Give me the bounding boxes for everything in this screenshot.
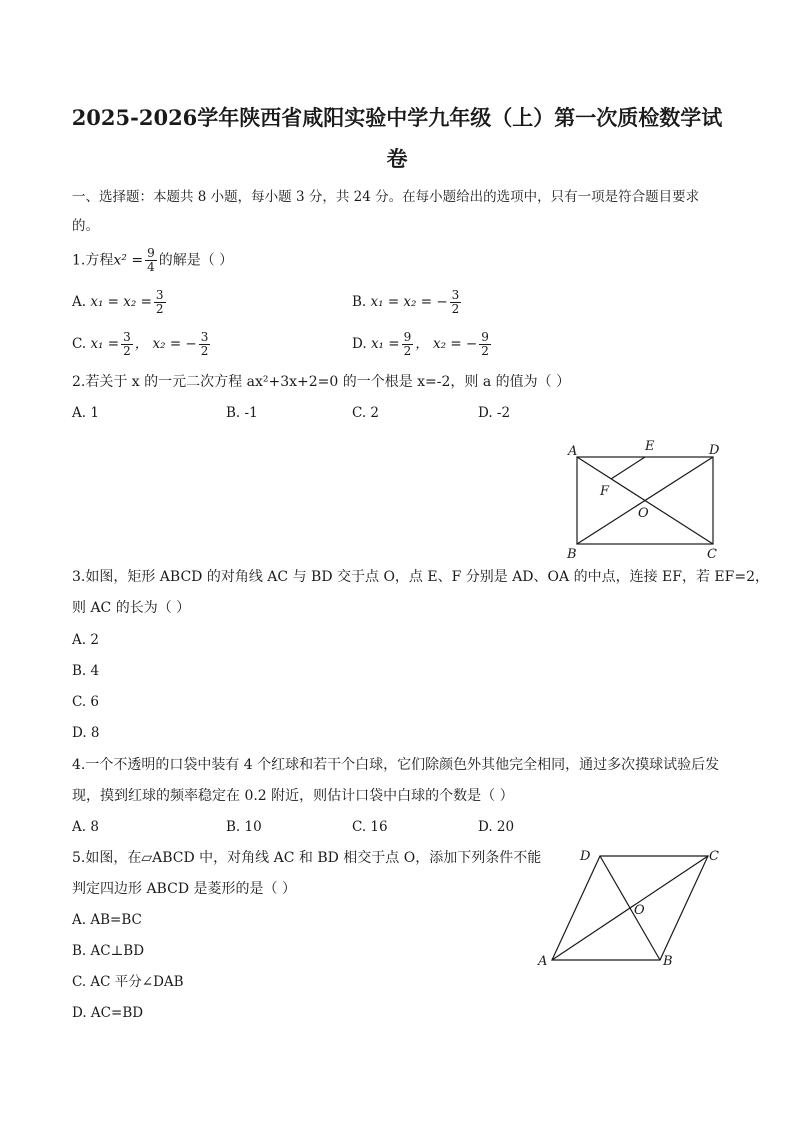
q1-option-b[interactable] (352, 289, 463, 316)
q1-frac-num: 9 (147, 246, 155, 260)
q2-option-c[interactable]: C. 2 (352, 405, 380, 421)
q1-a-num: 3 (155, 288, 164, 302)
q3-option-b[interactable]: B. 4 (72, 663, 100, 679)
q1-a-den: 2 (155, 302, 164, 316)
q1-frac-den: 4 (147, 260, 155, 274)
q1-option-d-frac1 (402, 331, 414, 358)
q1-option-c-expr1: x₁ = (90, 336, 120, 352)
q1-b-num: 3 (451, 288, 460, 302)
q1-c-den1: 2 (123, 344, 131, 358)
question-1-stem (72, 247, 233, 274)
parallelogram-figure (530, 842, 730, 972)
q1-option-a-label: A. (72, 294, 87, 310)
label-b: B (567, 547, 577, 562)
label-o: O (634, 903, 645, 918)
label-a: A (538, 954, 548, 969)
label-b: B (663, 954, 673, 969)
q1-option-a-frac (154, 289, 166, 316)
q3-option-c[interactable]: C. 6 (72, 694, 100, 710)
q1-fraction (145, 247, 157, 274)
q1-d-num1: 9 (403, 330, 412, 344)
page-title-line2: 卷 (386, 146, 408, 171)
q1-c-num1: 3 (123, 330, 131, 344)
q1-option-c-frac2 (199, 331, 211, 358)
q4-option-b[interactable]: B. 10 (226, 819, 262, 835)
q4-option-d[interactable]: D. 20 (478, 819, 515, 835)
q2-option-a[interactable]: A. 1 (72, 405, 99, 421)
q1-c-den2: 2 (200, 344, 209, 358)
q1-option-c[interactable] (72, 331, 212, 358)
q1-option-d-expr1: x₁ = (370, 336, 400, 352)
q3-option-a[interactable]: A. 2 (72, 632, 99, 648)
label-o: O (638, 506, 649, 521)
q1-b-den: 2 (451, 302, 460, 316)
q1-option-c-expr2: ， x₂ = − (134, 336, 197, 352)
q1-option-d-frac2 (479, 331, 491, 358)
question-4-line2: 现，摸到红球的频率稳定在 0.2 附近，则估计口袋中白球的个数是（ ） (72, 788, 514, 804)
q1-d-num2: 9 (481, 330, 489, 344)
q5-option-c[interactable]: C. AC 平分∠DAB (72, 974, 184, 990)
question-2-stem: 2.若关于 x 的一元二次方程 ax²+3x+2=0 的一个根是 x=-2，则 a 的值为（ ） (72, 374, 571, 390)
q1-option-a-expr: x₁ = x₂ = (90, 294, 152, 310)
q1-d-den2: 2 (481, 344, 489, 358)
q3-option-d[interactable]: D. 8 (72, 725, 100, 741)
question-4-line1: 4.一个不透明的口袋中装有 4 个红球和若干个白球，它们除颜色外其他完全相同，通过多次摸球试验后发 (72, 757, 720, 773)
q1-c-num2: 3 (200, 330, 209, 344)
q2-option-b[interactable]: B. -1 (226, 405, 258, 421)
q1-option-d-label: D. (352, 336, 367, 352)
q2-option-d[interactable]: D. -2 (478, 405, 511, 421)
diagonal-bd (600, 856, 660, 960)
label-c: C (707, 547, 717, 562)
label-c: C (709, 849, 719, 864)
q4-option-a[interactable]: A. 8 (72, 819, 99, 835)
q1-option-b-expr: x₁ = x₂ = − (370, 294, 448, 310)
q1-option-b-label: B. (352, 294, 367, 310)
q1-option-d-expr2: ， x₂ = − (415, 336, 478, 352)
label-f: F (600, 484, 610, 499)
q1-option-d[interactable] (352, 331, 493, 358)
q1-option-c-frac1 (121, 331, 133, 358)
segment-ef (611, 457, 645, 479)
rectangle-figure (560, 432, 730, 564)
q1-eq-lhs: x² = (113, 252, 144, 269)
section-heading-line1: 一、选择题：本题共 8 小题，每小题 3 分，共 24 分。在每小题给出的选项中，只有一项是符合题目要求 (72, 189, 700, 205)
page-title-line1: 2025-2026学年陕西省咸阳实验中学九年级（上）第一次质检数学试 (71, 105, 723, 130)
question-3-line1: 3.如图，矩形 ABCD 的对角线 AC 与 BD 交于点 O，点 E、F 分别是 AD、OA 的中点，连接 EF，若 EF=2， (72, 569, 769, 585)
q1-prefix: 1.方程 (72, 252, 114, 269)
q1-d-den1: 2 (403, 344, 412, 358)
label-d: D (709, 443, 720, 458)
q5-option-b[interactable]: B. AC⊥BD (72, 943, 145, 959)
question-3-line2: 则 AC 的长为（ ） (72, 600, 191, 616)
label-d: D (580, 849, 591, 864)
q5-option-a[interactable]: A. AB=BC (72, 912, 142, 928)
label-e: E (645, 439, 655, 454)
q1-suffix: 的解是（ ） (158, 252, 234, 269)
question-5-line1: 5.如图，在▱ABCD 中，对角线 AC 和 BD 相交于点 O，添加下列条件不能 (72, 850, 542, 866)
q1-option-a[interactable] (72, 289, 168, 316)
q1-option-c-label: C. (72, 336, 87, 352)
question-5-line2: 判定四边形 ABCD 是菱形的是（ ） (72, 881, 296, 897)
q5-option-d[interactable]: D. AC=BD (72, 1005, 144, 1021)
section-heading-line2: 的。 (72, 218, 99, 234)
label-a: A (568, 444, 578, 459)
q4-option-c[interactable]: C. 16 (352, 819, 388, 835)
q1-option-b-frac (450, 289, 462, 316)
